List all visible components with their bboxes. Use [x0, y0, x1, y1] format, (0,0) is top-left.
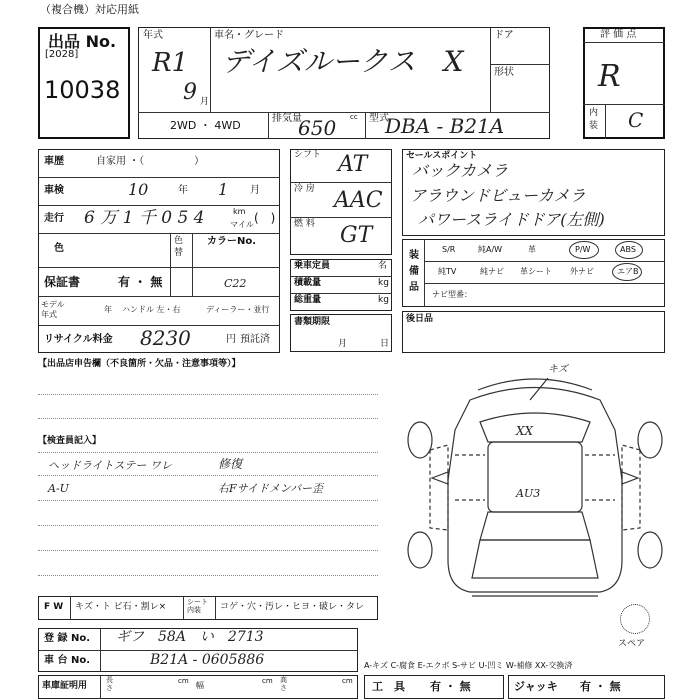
spare-label: スペア	[618, 639, 646, 649]
displacement-value: 650	[298, 116, 337, 140]
displacement-label: 排気量	[272, 113, 302, 124]
cert-cm-1: cm	[178, 677, 189, 685]
recycle-label: リサイクル料金	[44, 334, 113, 345]
inspector-note-1b: 修復	[218, 457, 243, 471]
docs-day: 日	[380, 339, 390, 349]
history-label: 車歴	[44, 156, 64, 167]
chassis-label: 車 台 No.	[44, 655, 91, 666]
model-year-unit: 年	[104, 305, 112, 314]
cert-cm-2: cm	[262, 677, 273, 685]
equip-leather-seat: 革シート	[520, 267, 552, 276]
fuel-value: GT	[340, 223, 373, 248]
inspection-month: 1	[218, 180, 229, 199]
equip-aw: 純A/W	[478, 245, 503, 254]
handle-label: ハンドル 左・右	[122, 305, 181, 314]
vehicle-info-box	[38, 149, 280, 353]
inspection-year: 10	[128, 180, 149, 199]
docs-label: 書類期限	[294, 317, 331, 327]
recycle-value: 8230	[140, 326, 191, 350]
shift-label: シフト	[294, 150, 322, 160]
mileage-value: 6 万 1 千 0 5 4	[84, 208, 205, 228]
postscript-box	[402, 311, 665, 353]
chassis-value: B21A - 0605886	[150, 652, 265, 668]
warranty-label: 保証書	[44, 275, 81, 289]
jack-label: ジャッキ	[514, 680, 558, 693]
diagram-mark-au3: AU3	[516, 487, 541, 500]
type-value: DBA - B21A	[385, 114, 505, 138]
diagram-mark-scratch: キズ	[548, 364, 568, 375]
year-label: 年式	[143, 30, 163, 41]
postscript-label: 後日品	[406, 314, 434, 324]
tools-value: 有 ・ 無	[430, 680, 471, 693]
door-label: ドア	[494, 30, 514, 41]
navi-label: ナビ型番：	[432, 290, 472, 299]
gross-unit: kg	[378, 295, 389, 305]
sales-point-3: パワースライドドア(左側)	[418, 210, 605, 229]
capacity-label: 乗車定員	[294, 261, 331, 271]
jack-value: 有 ・ 無	[580, 680, 621, 693]
car-diagram	[400, 360, 670, 600]
inspector-note-2b: 右Fサイドメンバー歪	[218, 482, 323, 495]
model-value: デイズルークス X	[222, 45, 464, 78]
type-label: 型式	[369, 113, 389, 124]
equip-airbag: エアB	[617, 267, 639, 276]
equip-ext-navi: 外ナビ	[570, 267, 594, 276]
drive-label: 2WD ・ 4WD	[170, 119, 241, 132]
mileage-km: km	[233, 207, 246, 216]
color-label: 色	[54, 243, 64, 254]
displacement-unit: cc	[350, 113, 358, 121]
registration-label: 登 録 No.	[44, 633, 91, 644]
spare-tire-icon	[620, 604, 650, 634]
registration-value: ギフ 58A い 2713	[116, 629, 264, 645]
year-value: R1	[152, 48, 189, 78]
equip-abs-circle	[615, 241, 643, 259]
damage-legend: A-キズ C-腐食 E-エクボ S-サビ U-凹ミ W-補修 XX-交換済	[364, 661, 573, 670]
interior-label: 内 装	[589, 108, 599, 131]
load-unit: kg	[378, 278, 389, 288]
mileage-label: 走行	[44, 213, 64, 224]
inspection-label: 車検	[44, 185, 64, 196]
docs-month: 月	[338, 339, 348, 349]
seat-label: シート 内装	[187, 598, 208, 615]
seat-items: コゲ・穴・汚レ・ヒヨ・破レ・タレ	[220, 602, 365, 612]
equip-airbag-circle	[612, 263, 642, 281]
fw-items: キズ・ト ビ石・割レ×	[75, 602, 167, 612]
sales-point-2: アラウンドビューカメラ	[410, 186, 586, 205]
mileage-paren: ( )	[254, 211, 276, 225]
warranty-value: 有 ・ 無	[118, 275, 163, 289]
cert-height: 高 さ	[280, 676, 287, 692]
lot-number: 10038	[44, 76, 121, 104]
equip-abs: ABS	[620, 245, 636, 254]
gross-label: 総重量	[294, 295, 322, 305]
inspector-note-2a: A-U	[48, 482, 69, 495]
shape-label: 形状	[494, 67, 514, 78]
capacity-unit: 名	[378, 261, 388, 271]
diagram-mark-xx: XX	[516, 424, 534, 438]
history-value: 自家用 ・（ ）	[96, 156, 205, 167]
mileage-mile: マイル	[230, 220, 254, 229]
seller-notes-label: 【出品店申告欄（不良箇所・欠品・注意事項等）】	[38, 359, 241, 369]
model-year-label: モデル 年式	[41, 300, 65, 319]
equip-pw-circle	[569, 241, 599, 259]
aircon-label: 冷 房	[294, 184, 315, 194]
cert-width: 幅	[196, 681, 204, 690]
cert-length: 長 さ	[106, 676, 113, 692]
evaluation-label: 評 価 点	[600, 29, 637, 40]
equipment-label: 装 備 品	[409, 250, 419, 293]
inspection-month-unit: 月	[250, 185, 260, 196]
inspector-label: 【検査員記入】	[38, 436, 102, 446]
equip-sr: S/R	[442, 245, 456, 254]
sales-point-1: バックカメラ	[412, 161, 509, 180]
dealer-label: ディーラー・並行	[206, 305, 270, 314]
colorno-label: カラーNo.	[207, 236, 257, 247]
evaluation-score: R	[598, 59, 621, 94]
load-label: 積載量	[294, 278, 322, 288]
tools-label: 工 具	[372, 680, 405, 693]
equip-leather: 革	[528, 245, 536, 254]
inspection-year-unit: 年	[178, 185, 188, 196]
form-title: （複合機）対応用紙	[40, 3, 139, 16]
cert-cm-3: cm	[342, 677, 353, 685]
fuel-label: 燃 料	[294, 219, 315, 229]
inspector-note-1a: ヘッドライトステー ワレ	[48, 459, 172, 472]
recycle-unit: 円	[226, 334, 236, 345]
color-change-label: 色 替	[174, 236, 184, 258]
fw-label: F W	[44, 602, 64, 612]
interior-value: C	[628, 108, 644, 132]
equip-tv: 純TV	[438, 267, 457, 276]
aircon-value: AAC	[334, 188, 383, 213]
model-label: 車名・グレード	[214, 30, 284, 41]
recycle-status: 預託済	[240, 334, 270, 345]
sales-point-label: セールスポイント	[406, 151, 478, 161]
shift-value: AT	[338, 152, 368, 177]
equip-navi: 純ナビ	[480, 267, 504, 276]
month-unit: 月	[200, 97, 210, 107]
cert-label: 車庫証明用	[42, 681, 88, 691]
equip-pw: P/W	[575, 245, 591, 254]
month-value: 9	[183, 80, 197, 105]
colorno-value: C22	[224, 277, 247, 290]
lot-stamp: [2028]	[45, 49, 79, 60]
lot-label: 出品 No.	[48, 32, 117, 51]
